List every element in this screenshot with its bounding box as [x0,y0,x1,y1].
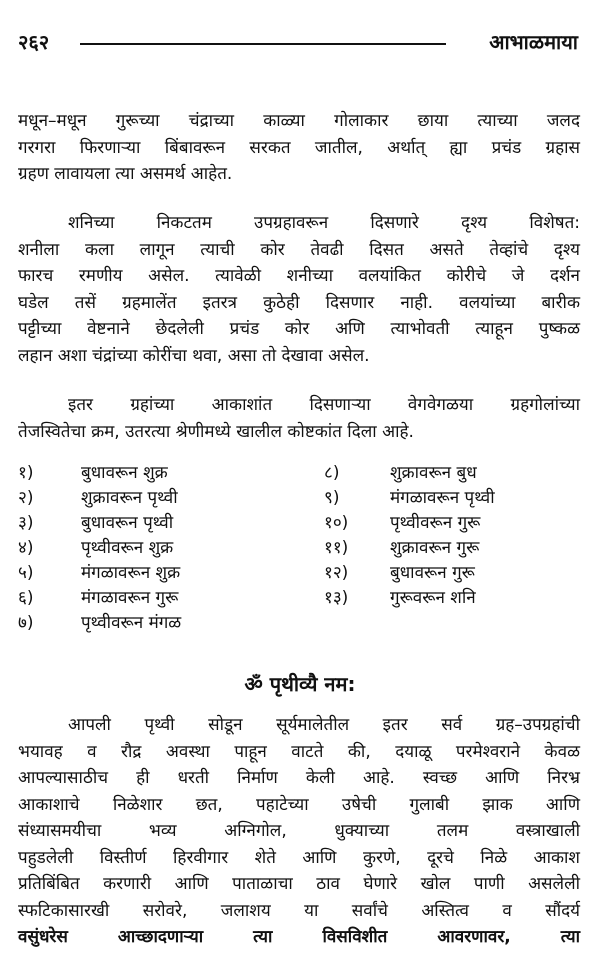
text-line: प्रतिबिंबित करणारी आणि पाताळाचा ठाव घेणारे खोल पाणी असलेली [18,874,580,894]
list-item: पृथ्वीवरून गुरू [390,513,481,533]
text-line: आपल्यासाठीच ही धरती निर्माण केली आहे. स्वच्छ आणि निरभ्र [18,768,580,788]
list-number: ७) [18,613,34,633]
list-row [18,510,580,534]
list-number: १०) [324,513,349,533]
list-row [18,610,580,634]
paragraph-2 [18,210,580,369]
list-number: २) [18,488,34,508]
list-number: ६) [18,588,34,608]
text-line: भयावह व रौद्र अवस्था पाहून वाटते की, दयाळू परमेश्वराने केवळ [18,741,580,762]
list-item: बुधावरून शुक्र [81,463,168,483]
text-line: पहुडलेली विस्तीर्ण हिरवीगार शेते आणि कुरणे, दूरचे निळे आकाश [18,847,580,868]
list-item: गुरूवरून शनि [390,588,476,608]
list-row [18,460,580,484]
text-line: संध्यासमयीचा भव्य अग्निगोल, धुक्याच्या तलम वस्त्राखाली [18,821,580,841]
list-number: ८) [324,463,340,483]
list-item: मंगळावरून पृथ्वी [390,488,495,508]
paragraph-3 [18,392,580,445]
list-number: ५) [18,563,34,583]
list-item: शुक्रावरून बुध [390,463,477,483]
text-line: स्फटिकासारखी सरोवरे, जलाशय या सर्वांचे अस्तित्व व सौंदर्य [18,900,580,921]
text-line: आकाशाचे निळेशार छत, पहाटेच्या उषेची गुलाबी झाक आणि [18,794,580,815]
text-line: शनिच्या निकटतम उपग्रहावरून दिसणारे दृश्य विशेषत: [68,213,580,233]
list-row [18,560,580,584]
paragraph-4 [18,712,580,951]
text-line: गरगरा फिरणाऱ्या बिंबावरून सरकत जातील, अर्थात् ह्या प्रचंड ग्रहास [18,137,580,158]
section-heading: ॐ पृथीव्यै नम: [244,672,356,696]
text-line: लहान अशा चंद्रांच्या कोरींचा थवा, असा तो देखावा असेल. [18,345,370,366]
list-row [18,485,580,509]
page-number: २६२ [18,30,50,54]
list-number: ३) [18,513,34,533]
list-item: मंगळावरून गुरू [81,588,179,608]
list-item: बुधावरून गुरू [390,563,475,583]
list-number: ९) [324,488,340,508]
list-item: पृथ्वीवरून मंगळ [81,613,182,633]
text-line: आपली पृथ्वी सोडून सूर्यमालेतील इतर सर्व ग्रह–उपग्रहांची [68,715,580,735]
list-number: १३) [324,588,349,608]
list-number: १२) [324,563,349,583]
text-line: पट्टीच्या वेष्टनाने छेदलेली प्रचंड कोर अणि त्याभोवती त्याहून पुष्कळ [18,319,580,339]
list-item: मंगळावरून शुक्र [81,563,181,583]
list-row [18,585,580,609]
list-item: शुक्रावरून गुरू [390,538,480,558]
text-line: इतर ग्रहांच्या आकाशांत दिसणाऱ्या वेगवेगळया ग्रहगोलांच्या [68,395,580,415]
running-title: आभाळमाया [489,30,578,54]
text-line: घडेल तसें ग्रहमालेंत इतरत्र कुठेही दिसणार नाही. वलयांच्या बारीक [18,292,580,313]
list-item: शुक्रावरून पृथ्वी [81,488,178,508]
header-rule [80,43,446,45]
text-line: ग्रहण लावायला त्या असमर्थ आहेत. [18,164,233,184]
list-row [18,535,580,559]
list-item: पृथ्वीवरून शुक्र [81,538,174,558]
text-line: फारच रमणीय असेल. त्यावेळी शनीच्या वलयांकित कोरीचे जे दर्शन [18,266,580,286]
list-item: बुधावरून पृथ्वी [81,513,174,533]
text-line: वसुंधरेस आच्छादणाऱ्या त्या विसविशीत आवरणावर, त्या [18,927,580,947]
text-line: तेजस्वितेचा क्रम, उतरत्या श्रेणीमध्ये खालील कोष्टकांत दिला आहे. [18,421,414,442]
page-header [18,28,578,58]
list-number: १) [18,463,34,483]
paragraph-1 [18,108,580,188]
list-number: ४) [18,538,34,558]
text-line: मधून–मधून गुरूच्या चंद्राच्या काळ्या गोलाकार छाया त्याच्या जलद [18,111,580,131]
list-number: ११) [324,538,349,558]
text-line: शनीला कला लागून त्याची कोर तेवढी दिसत असते तेव्हांचे दृश्य [18,239,580,260]
